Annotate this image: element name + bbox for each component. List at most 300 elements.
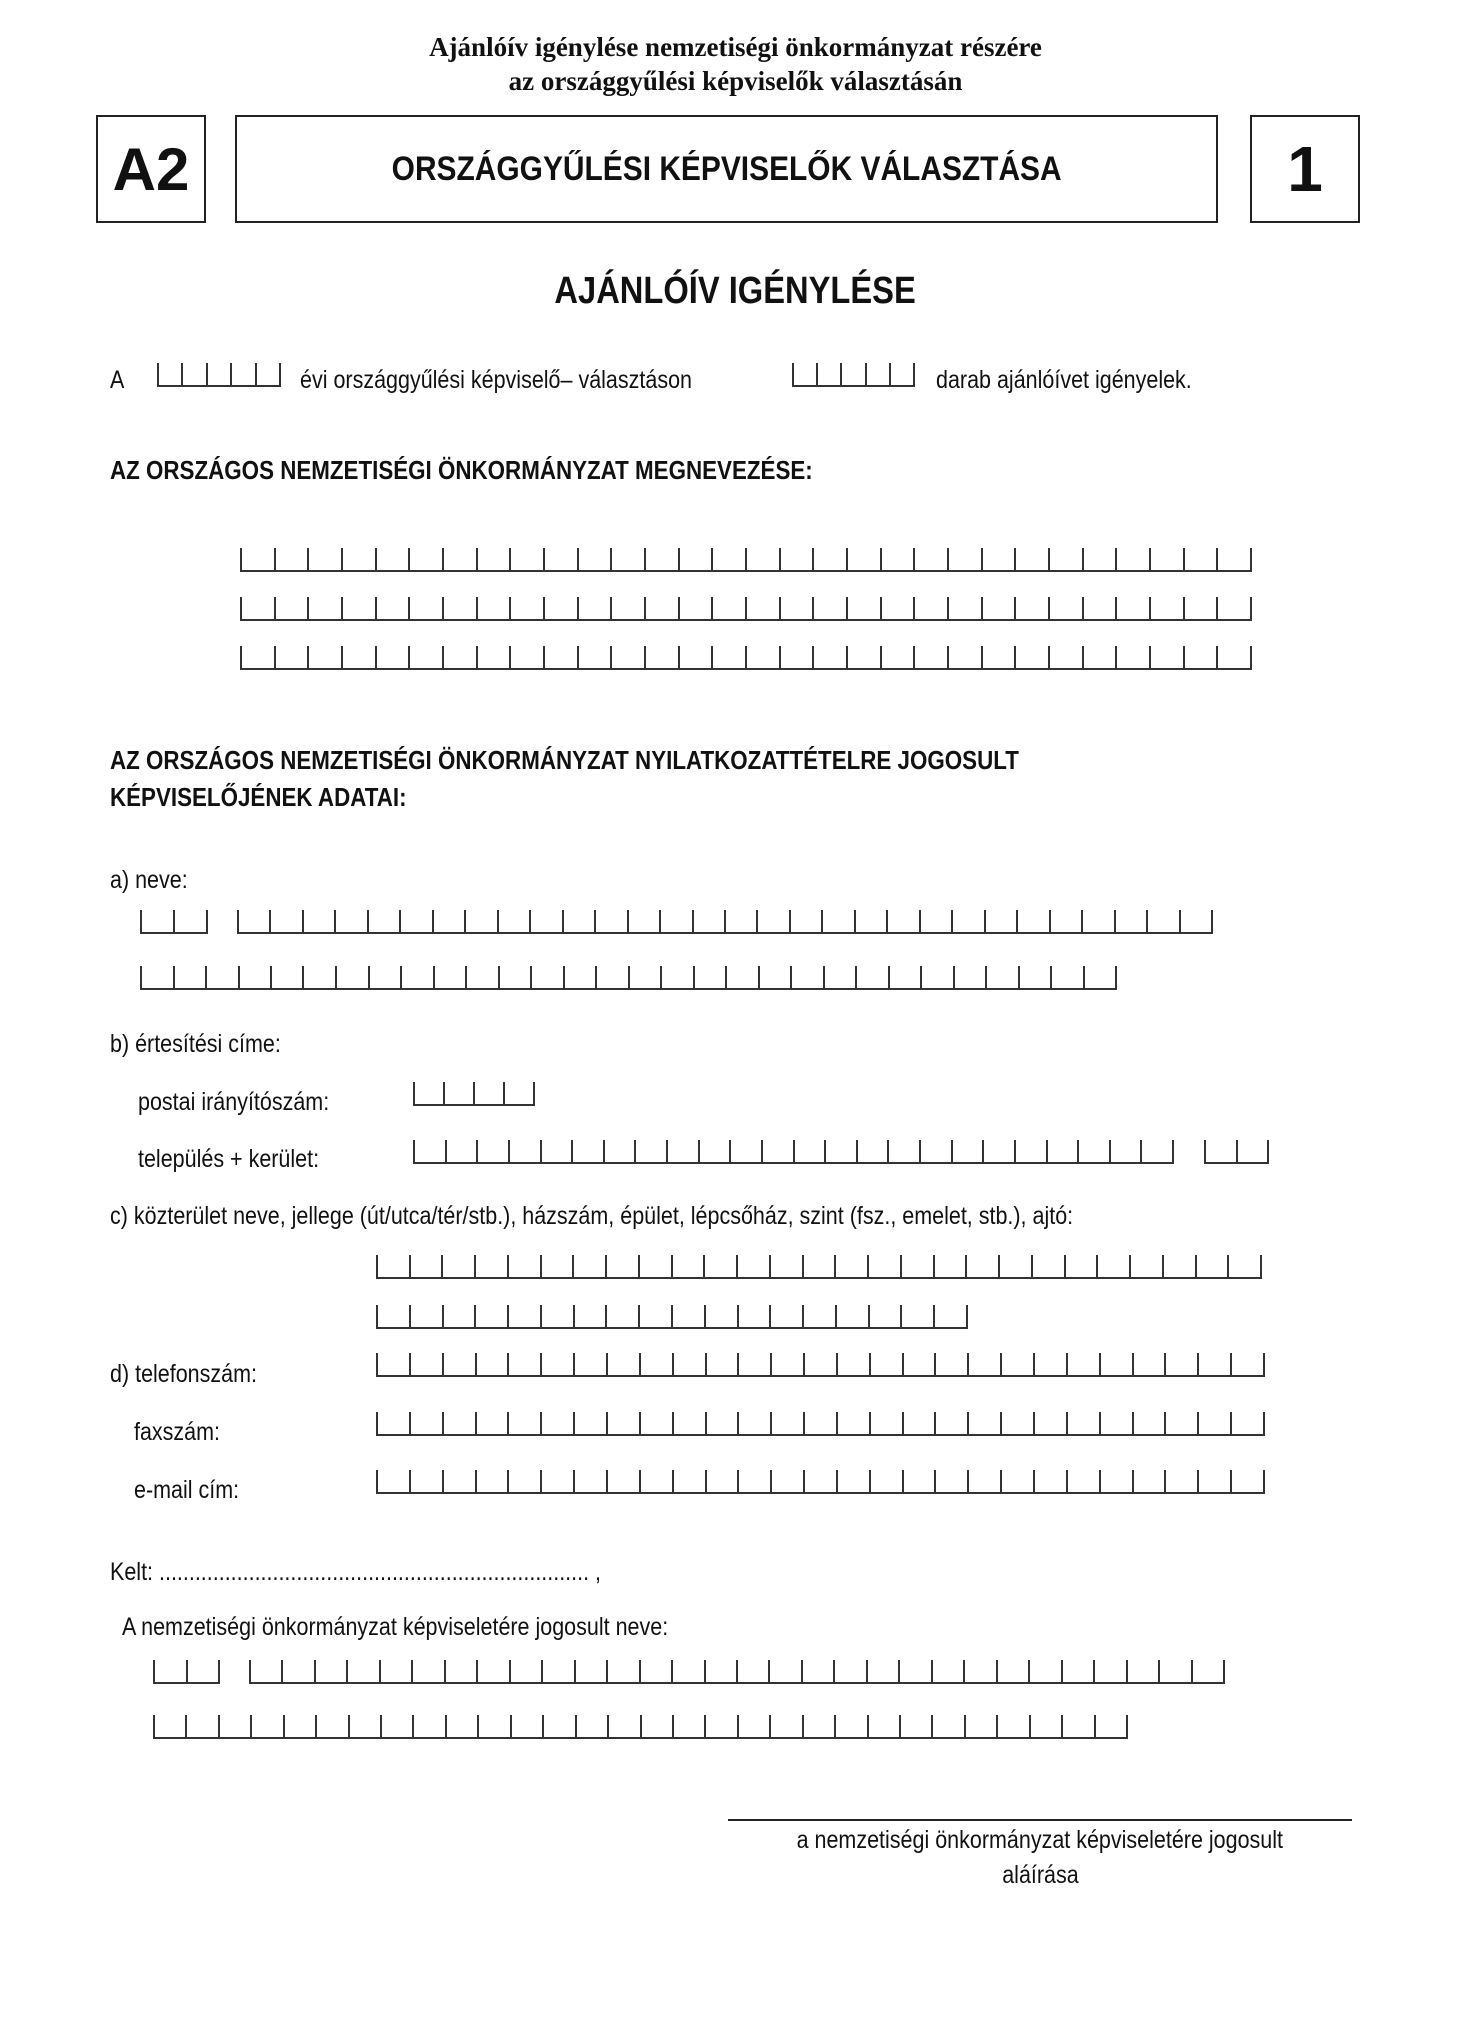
cell-divider [399, 910, 401, 932]
cell-divider [789, 910, 791, 932]
cell-divider [509, 597, 511, 619]
authorized-name-field-row2[interactable] [153, 1715, 1128, 1739]
cell-divider [821, 910, 823, 932]
cell-divider [704, 1305, 706, 1327]
cell-divider [803, 1412, 805, 1434]
cell-divider [173, 966, 175, 988]
cell-divider [1197, 1412, 1199, 1434]
cell-divider [834, 1715, 836, 1737]
cell-divider [659, 910, 661, 932]
cell-divider [913, 363, 915, 385]
cell-divider [1115, 646, 1117, 668]
cell-divider [606, 1470, 608, 1492]
cell-divider [577, 548, 579, 570]
cell-divider [302, 910, 304, 932]
cell-divider [1216, 597, 1218, 619]
cell-divider [409, 1255, 411, 1277]
cell-divider [368, 966, 370, 988]
cell-divider [898, 1660, 900, 1682]
cell-divider [725, 966, 727, 988]
cell-divider [835, 1305, 837, 1327]
cell-divider [1263, 1470, 1265, 1492]
cell-divider [931, 1715, 933, 1737]
cell-divider [476, 1660, 478, 1682]
cell-divider [868, 1305, 870, 1327]
cell-divider [846, 646, 848, 668]
postal-code-field[interactable] [413, 1082, 535, 1106]
cell-divider [274, 597, 276, 619]
cell-divider [639, 1470, 641, 1492]
cell-divider [274, 646, 276, 668]
cell-divider [1164, 1412, 1166, 1434]
cell-divider [571, 1140, 573, 1162]
cell-divider [1230, 1353, 1232, 1375]
cell-divider [793, 1140, 795, 1162]
cell-divider [540, 1255, 542, 1277]
cell-divider [866, 1660, 868, 1682]
cell-divider [737, 1353, 739, 1375]
cell-divider [998, 1255, 1000, 1277]
cell-divider [1082, 548, 1084, 570]
cell-divider [1263, 1353, 1265, 1375]
form-header-line1: Ajánlóív igénylése nemzetiségi önkormányzat részére [429, 32, 1042, 62]
cell-divider [627, 910, 629, 932]
cell-divider [770, 1412, 772, 1434]
cell-divider [899, 1715, 901, 1737]
cell-divider [964, 1715, 966, 1737]
cell-divider [678, 597, 680, 619]
cell-divider [840, 363, 842, 385]
cell-divider [573, 1470, 575, 1492]
name-field-row1[interactable] [237, 910, 1213, 934]
cell-divider [1236, 1140, 1238, 1162]
cell-divider [1216, 548, 1218, 570]
cell-divider [640, 1715, 642, 1737]
cell-divider [563, 966, 565, 988]
cell-divider [768, 1660, 770, 1682]
cell-divider [543, 646, 545, 668]
cell-divider [812, 597, 814, 619]
cell-divider [1109, 1140, 1111, 1162]
cell-divider [802, 1305, 804, 1327]
cell-divider [1172, 1140, 1174, 1162]
cell-divider [540, 1140, 542, 1162]
cell-divider [1126, 1715, 1128, 1737]
cell-divider [474, 1305, 476, 1327]
cell-divider [1223, 1660, 1225, 1682]
cell-divider [1050, 966, 1052, 988]
cell-divider [705, 1470, 707, 1492]
cell-divider [1048, 597, 1050, 619]
cell-divider [1260, 1255, 1262, 1277]
cell-divider [1049, 910, 1051, 932]
cell-divider [205, 966, 207, 988]
cell-divider [996, 1660, 998, 1682]
cell-divider [605, 1305, 607, 1327]
cell-divider [855, 966, 857, 988]
cell-divider [543, 548, 545, 570]
cell-divider [610, 597, 612, 619]
cell-divider [408, 548, 410, 570]
cell-divider [475, 1412, 477, 1434]
cell-divider [1014, 646, 1016, 668]
cell-divider [1230, 1412, 1232, 1434]
cell-divider [475, 1353, 477, 1375]
cell-divider [379, 1660, 381, 1682]
cell-divider [966, 1305, 968, 1327]
cell-divider [951, 1140, 953, 1162]
cell-divider [628, 966, 630, 988]
cell-divider [341, 548, 343, 570]
cell-divider [867, 1715, 869, 1737]
fax-label: faxszám: [134, 1418, 221, 1446]
email-field[interactable] [376, 1470, 1265, 1494]
cell-divider [1195, 1255, 1197, 1277]
authorized-name-prefix-field[interactable] [153, 1660, 220, 1684]
cell-divider [756, 910, 758, 932]
cell-divider [334, 910, 336, 932]
cell-divider [367, 910, 369, 932]
cell-divider [475, 1470, 477, 1492]
cell-divider [269, 910, 271, 932]
cell-divider [801, 1660, 803, 1682]
street-field-row1[interactable] [376, 1255, 1262, 1279]
cell-divider [933, 1255, 935, 1277]
cell-divider [761, 1140, 763, 1162]
cell-divider [181, 363, 183, 385]
cell-divider [186, 1660, 188, 1682]
cell-divider [1191, 1660, 1193, 1682]
form-code-badge: A2 [96, 115, 206, 223]
cell-divider [729, 1140, 731, 1162]
cell-divider [577, 646, 579, 668]
cell-divider [965, 1255, 967, 1277]
cell-divider [1033, 1470, 1035, 1492]
cell-divider [542, 1715, 544, 1737]
cell-divider [230, 363, 232, 385]
cell-divider [1216, 646, 1218, 668]
cell-divider [1149, 548, 1151, 570]
cell-divider [380, 1715, 382, 1737]
cell-divider [497, 910, 499, 932]
cell-divider [704, 1715, 706, 1737]
cell-divider [477, 1715, 479, 1737]
cell-divider [711, 597, 713, 619]
cell-divider [443, 1082, 445, 1104]
cell-divider [779, 548, 781, 570]
cell-divider [529, 910, 531, 932]
cell-divider [867, 1255, 869, 1277]
cell-divider [737, 1412, 739, 1434]
cell-divider [1132, 1412, 1134, 1434]
cell-divider [270, 966, 272, 988]
cell-divider [464, 910, 466, 932]
cell-divider [869, 1353, 871, 1375]
cell-divider [507, 1255, 509, 1277]
cell-divider [933, 1305, 935, 1327]
cell-divider [1164, 1470, 1166, 1492]
signature-caption-line1: a nemzetiségi önkormányzat képviseletére jogosult [796, 1826, 1284, 1854]
cell-divider [769, 1255, 771, 1277]
cell-divider [279, 363, 281, 385]
cell-divider [562, 910, 564, 932]
cell-divider [769, 1305, 771, 1327]
cell-divider [724, 910, 726, 932]
cell-divider [543, 597, 545, 619]
authorized-name-label: A nemzetiségi önkormányzat képviseletére jogosult neve: [122, 1613, 669, 1641]
cell-divider [769, 1715, 771, 1737]
cell-divider [790, 966, 792, 988]
name-prefix-field[interactable] [140, 910, 208, 934]
cell-divider [507, 1412, 509, 1434]
cell-divider [441, 1255, 443, 1277]
cell-divider [736, 1255, 738, 1277]
cell-divider [1263, 1412, 1265, 1434]
cell-divider [802, 1715, 804, 1737]
cell-divider [575, 1715, 577, 1737]
cell-divider [1230, 1470, 1232, 1492]
cell-divider [509, 548, 511, 570]
cell-divider [888, 966, 890, 988]
cell-divider [953, 966, 955, 988]
cell-divider [1082, 597, 1084, 619]
cell-divider [409, 1305, 411, 1327]
postal-code-label: postai irányítószám: [138, 1088, 330, 1116]
cell-divider [307, 646, 309, 668]
cell-divider [1096, 1255, 1098, 1277]
section2-title-line2: KÉPVISELŐJÉNEK ADATAI: [110, 782, 407, 812]
cell-divider [206, 363, 208, 385]
cell-divider [573, 1412, 575, 1434]
cell-divider [1029, 1715, 1031, 1737]
cell-divider [540, 1470, 542, 1492]
name-label: a) neve: [110, 866, 188, 894]
cell-divider [644, 646, 646, 668]
settlement-field[interactable] [413, 1140, 1174, 1164]
date-place-line[interactable]: Kelt: ........................................................................ , [110, 1558, 602, 1586]
cell-divider [1083, 966, 1085, 988]
cell-divider [445, 1715, 447, 1737]
cell-divider [541, 1660, 543, 1682]
cell-divider [1014, 1140, 1016, 1162]
cell-divider [967, 1412, 969, 1434]
cell-divider [711, 646, 713, 668]
cell-divider [692, 910, 694, 932]
cell-divider [1014, 548, 1016, 570]
cell-divider [984, 910, 986, 932]
cell-divider [1094, 1715, 1096, 1737]
cell-divider [510, 1715, 512, 1737]
request-suffix: darab ajánlóívet igényelek. [936, 366, 1192, 394]
cell-divider [173, 910, 175, 932]
cell-divider [1066, 1470, 1068, 1492]
signature-caption-line2: aláírása [1001, 1861, 1079, 1889]
cell-divider [1028, 1660, 1030, 1682]
cell-divider [335, 966, 337, 988]
cell-divider [704, 1660, 706, 1682]
cell-divider [705, 1353, 707, 1375]
authorized-name-field-row1[interactable] [249, 1660, 1225, 1684]
district-field[interactable] [1204, 1140, 1269, 1164]
org-name-field-row1[interactable] [240, 548, 1252, 572]
cell-divider [1099, 1353, 1101, 1375]
cell-divider [1115, 548, 1117, 570]
cell-divider [1227, 1255, 1229, 1277]
cell-divider [737, 1715, 739, 1737]
cell-divider [1033, 1353, 1035, 1375]
cell-divider [1158, 1660, 1160, 1682]
cell-divider [672, 1353, 674, 1375]
cell-divider [1016, 910, 1018, 932]
cell-divider [639, 1412, 641, 1434]
cell-divider [408, 597, 410, 619]
cell-divider [408, 646, 410, 668]
cell-divider [1115, 966, 1117, 988]
cell-divider [409, 1353, 411, 1375]
cell-divider [854, 910, 856, 932]
cell-divider [307, 597, 309, 619]
cell-divider [341, 646, 343, 668]
cell-divider [934, 1470, 936, 1492]
cell-divider [409, 1470, 411, 1492]
cell-divider [644, 548, 646, 570]
cell-divider [671, 1660, 673, 1682]
cell-divider [920, 966, 922, 988]
cell-divider [887, 1140, 889, 1162]
cell-divider [1099, 1412, 1101, 1434]
cell-divider [341, 597, 343, 619]
cell-divider [919, 910, 921, 932]
cell-divider [375, 548, 377, 570]
cell-divider [1197, 1353, 1199, 1375]
cell-divider [836, 1353, 838, 1375]
cell-divider [1164, 1353, 1166, 1375]
cell-divider [572, 1255, 574, 1277]
cell-divider [507, 1470, 509, 1492]
cell-divider [671, 1255, 673, 1277]
cell-divider [666, 1140, 668, 1162]
cell-divider [985, 966, 987, 988]
year-field[interactable] [157, 363, 281, 387]
cell-divider [375, 646, 377, 668]
cell-divider [803, 1470, 805, 1492]
cell-divider [705, 1412, 707, 1434]
cell-divider [442, 548, 444, 570]
cell-divider [770, 1353, 772, 1375]
cell-divider [206, 910, 208, 932]
cell-divider [442, 1305, 444, 1327]
cell-divider [846, 597, 848, 619]
cell-divider [931, 1660, 933, 1682]
cell-divider [433, 966, 435, 988]
cell-divider [779, 597, 781, 619]
cell-divider [1267, 1140, 1269, 1162]
request-middle: évi országgyűlési képviselő– választáson [300, 366, 692, 394]
fax-field[interactable] [376, 1412, 1265, 1436]
cell-divider [745, 597, 747, 619]
cell-divider [836, 1412, 838, 1434]
cell-divider [442, 1470, 444, 1492]
cell-divider [432, 910, 434, 932]
cell-divider [913, 548, 915, 570]
cell-divider [1066, 1412, 1068, 1434]
cell-divider [856, 1140, 858, 1162]
cell-divider [409, 1412, 411, 1434]
cell-divider [1126, 1660, 1128, 1682]
cell-divider [503, 1082, 505, 1104]
cell-divider [846, 548, 848, 570]
cell-divider [737, 1470, 739, 1492]
cell-divider [869, 1470, 871, 1492]
cell-divider [1000, 1353, 1002, 1375]
cell-divider [307, 548, 309, 570]
cell-divider [348, 1715, 350, 1737]
cell-divider [1197, 1470, 1199, 1492]
name-field-row2[interactable] [140, 966, 1117, 990]
cell-divider [1250, 646, 1252, 668]
phone-label: d) telefonszám: [110, 1360, 257, 1388]
cell-divider [606, 1660, 608, 1682]
cell-divider [1250, 548, 1252, 570]
cell-divider [1250, 597, 1252, 619]
street-field-row2[interactable] [376, 1305, 968, 1329]
cell-divider [880, 597, 882, 619]
cell-divider [736, 1660, 738, 1682]
section2-title-line1: AZ ORSZÁGOS NEMZETISÉGI ÖNKORMÁNYZAT NYILATKOZATTÉTELRE JOGOSULT [110, 745, 1019, 775]
cell-divider [1140, 1140, 1142, 1162]
cell-divider [1183, 597, 1185, 619]
cell-divider [745, 646, 747, 668]
cell-divider [1061, 1660, 1063, 1682]
cell-divider [375, 597, 377, 619]
cell-divider [711, 548, 713, 570]
org-name-field-row2[interactable] [240, 597, 1252, 621]
cell-divider [678, 646, 680, 668]
cell-divider [1099, 1470, 1101, 1492]
cell-divider [902, 1412, 904, 1434]
cell-divider [442, 1353, 444, 1375]
cell-divider [693, 966, 695, 988]
signature-line[interactable] [728, 1819, 1352, 1821]
cell-divider [823, 966, 825, 988]
cell-divider [476, 548, 478, 570]
phone-field[interactable] [376, 1353, 1265, 1377]
cell-divider [1132, 1470, 1134, 1492]
cell-divider [913, 597, 915, 619]
cell-divider [1014, 597, 1016, 619]
cell-divider [1179, 910, 1181, 932]
cell-divider [834, 1255, 836, 1277]
cell-divider [779, 646, 781, 668]
cell-divider [610, 646, 612, 668]
cell-divider [672, 1715, 674, 1737]
org-name-field-row3[interactable] [240, 646, 1252, 670]
cell-divider [530, 966, 532, 988]
form-header-line2: az országgyűlési képviselők választásán [508, 66, 963, 96]
cell-divider [644, 597, 646, 619]
cell-divider [498, 966, 500, 988]
cell-divider [509, 1660, 511, 1682]
sheet-count-field[interactable] [792, 363, 915, 387]
cell-divider [573, 1305, 575, 1327]
cell-divider [886, 910, 888, 932]
cell-divider [274, 548, 276, 570]
cell-divider [540, 1412, 542, 1434]
cell-divider [315, 1715, 317, 1737]
email-label: e-mail cím: [134, 1476, 240, 1504]
cell-divider [442, 1412, 444, 1434]
cell-divider [833, 1660, 835, 1682]
